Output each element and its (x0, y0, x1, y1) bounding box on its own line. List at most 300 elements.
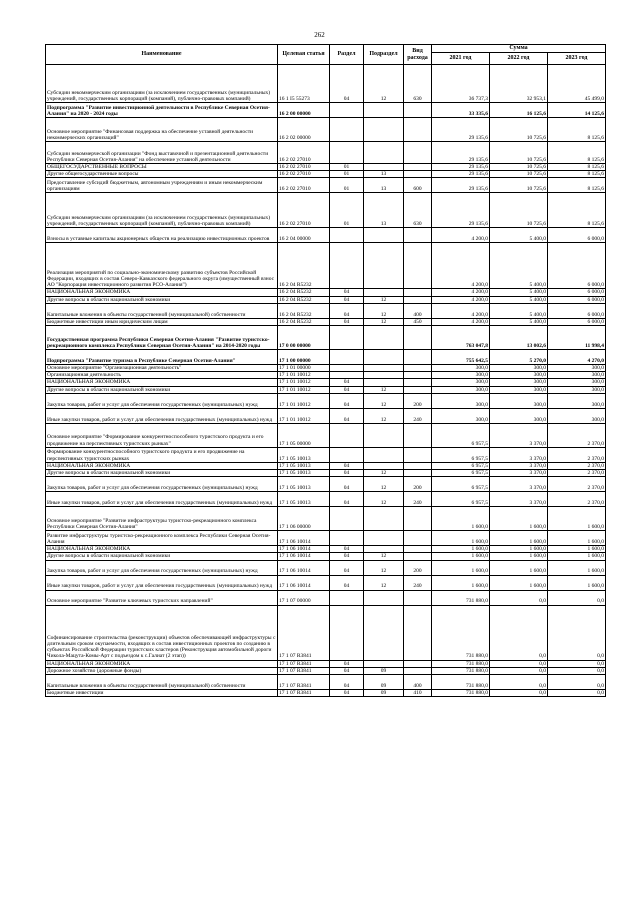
row-exp-type: 450 (404, 318, 432, 325)
row-sum-2023: 8 125,6 (548, 171, 606, 178)
row-target: 17 1 05 10013 (278, 447, 330, 462)
row-target: 17 1 01 10012 (278, 379, 330, 386)
header-year-2021: 2021 год (432, 53, 490, 65)
row-section: 04 (330, 386, 364, 393)
row-sum-2022: 3 370,0 (490, 462, 548, 469)
row-subsection: 12 (364, 470, 404, 477)
row-exp-type (404, 243, 432, 289)
row-sum-2022: 0,0 (490, 660, 548, 667)
row-sum-2023: 300,0 (548, 408, 606, 423)
row-section: 04 (330, 492, 364, 507)
row-sum-2023: 300,0 (548, 372, 606, 379)
header-target: Целевая статья (278, 45, 330, 65)
row-name: Субсидии некоммерческим организациям (за исключением государственных (муниципальных) учреждений, государственных корпораций (компаний), публично-правовых компаний) (46, 65, 278, 103)
row-sum-2023: 300,0 (548, 379, 606, 386)
row-name: Субсидии некоммерческой организации "Фонд выставочной и презентационной деятельности Республики Северная Осетия-Алания" на обеспечение уставной деятельности (46, 142, 278, 164)
row-section: 04 (330, 546, 364, 553)
table-row (46, 318, 606, 325)
row-target: 17 0 00 00000 (278, 326, 330, 350)
row-sum-2023: 2 370,0 (548, 423, 606, 447)
row-name: Основное мероприятие "Развитие инфраструктуры туристско-рекреационного комплекса Республики Северная Осетия-Алания" (46, 507, 278, 531)
row-sum-2021: 763 047,8 (432, 326, 490, 350)
row-target: 17 1 07 R3841 (278, 605, 330, 660)
row-section: 04 (330, 318, 364, 325)
row-target: 17 1 06 10014 (278, 575, 330, 590)
row-sum-2023: 6 000,0 (548, 296, 606, 303)
row-section (330, 326, 364, 350)
row-subsection (364, 590, 404, 605)
row-sum-2022: 5 400,0 (490, 289, 548, 296)
table-row (46, 303, 606, 318)
row-exp-type (404, 326, 432, 350)
row-sum-2022: 32 953,1 (490, 65, 548, 103)
header-name: Наименование (46, 45, 278, 65)
row-sum-2021: 731 880,0 (432, 660, 490, 667)
row-name: ОБЩЕГОСУДАРСТВЕННЫЕ ВОПРОСЫ (46, 164, 278, 171)
row-sum-2022: 1 600,0 (490, 546, 548, 553)
table-row (46, 447, 606, 462)
row-section: 04 (330, 477, 364, 492)
row-target: 16 2 02 00000 (278, 118, 330, 142)
row-exp-type (404, 365, 432, 372)
row-name: Другие вопросы в области национальной экономики (46, 386, 278, 393)
row-section (330, 423, 364, 447)
row-name: Бюджетные инвестиции (46, 690, 278, 697)
row-subsection: 12 (364, 386, 404, 393)
row-target: 17 1 01 10012 (278, 372, 330, 379)
row-subsection: 09 (364, 675, 404, 690)
table-row (46, 605, 606, 660)
row-exp-type (404, 103, 432, 118)
row-sum-2023: 300,0 (548, 393, 606, 408)
row-section: 04 (330, 408, 364, 423)
row-section (330, 142, 364, 164)
table-row (46, 65, 606, 103)
row-sum-2021: 1 600,0 (432, 575, 490, 590)
table-row (46, 423, 606, 447)
row-sum-2023: 1 600,0 (548, 575, 606, 590)
row-exp-type (404, 142, 432, 164)
row-subsection (364, 326, 404, 350)
row-name: Субсидии некоммерческим организациям (за исключением государственных (муниципальных) учреждений, государственных корпораций (компаний), публично-правовых компаний) (46, 193, 278, 228)
row-sum-2022: 300,0 (490, 408, 548, 423)
row-exp-type (404, 531, 432, 546)
row-subsection: 12 (364, 575, 404, 590)
row-sum-2021: 33 335,6 (432, 103, 490, 118)
row-exp-type (404, 546, 432, 553)
row-subsection: 12 (364, 296, 404, 303)
row-section: 04 (330, 690, 364, 697)
row-section (330, 372, 364, 379)
table-row (46, 590, 606, 605)
table-row (46, 492, 606, 507)
row-name: Реализация мероприятий по социально-экономическому развитию субъектов Российской Федерации, входящих в состав Северо-Кавказского федерального округа (имущественный взнос АО "Корпорация инвестиционного развития РСО-Алания") (46, 243, 278, 289)
row-name: Основное мероприятие "Организационная деятельность" (46, 365, 278, 372)
header-subsection: Подраздел (364, 45, 404, 65)
row-section: 01 (330, 171, 364, 178)
row-sum-2022: 10 725,6 (490, 142, 548, 164)
row-section: 04 (330, 470, 364, 477)
row-section: 04 (330, 65, 364, 103)
row-sum-2022: 13 002,6 (490, 326, 548, 350)
row-sum-2023: 6 000,0 (548, 318, 606, 325)
table-row (46, 326, 606, 350)
table-row (46, 575, 606, 590)
row-exp-type (404, 470, 432, 477)
row-name: НАЦИОНАЛЬНАЯ ЭКОНОМИКА (46, 379, 278, 386)
row-target: 17 1 01 00000 (278, 365, 330, 372)
row-target: 16 2 04 R5232 (278, 289, 330, 296)
row-sum-2023: 8 125,6 (548, 164, 606, 171)
row-target: 17 1 06 00000 (278, 507, 330, 531)
row-target: 16 2 02 27010 (278, 193, 330, 228)
row-sum-2022: 10 725,6 (490, 193, 548, 228)
header-exp-type: Вид расхода (404, 45, 432, 65)
row-name: НАЦИОНАЛЬНАЯ ЭКОНОМИКА (46, 289, 278, 296)
row-sum-2023: 2 370,0 (548, 447, 606, 462)
row-subsection: 12 (364, 303, 404, 318)
row-sum-2022: 0,0 (490, 690, 548, 697)
row-section: 01 (330, 193, 364, 228)
row-sum-2021: 6 957,5 (432, 470, 490, 477)
row-name: Другие общегосударственные вопросы (46, 171, 278, 178)
row-subsection (364, 103, 404, 118)
row-exp-type: 400 (404, 303, 432, 318)
page-number: 262 (314, 31, 325, 39)
row-subsection (364, 142, 404, 164)
row-exp-type: 200 (404, 560, 432, 575)
row-sum-2021: 300,0 (432, 365, 490, 372)
row-section (330, 605, 364, 660)
table-row (46, 477, 606, 492)
row-sum-2022: 300,0 (490, 372, 548, 379)
row-sum-2022: 3 370,0 (490, 492, 548, 507)
row-exp-type (404, 228, 432, 243)
row-sum-2023: 4 270,0 (548, 350, 606, 365)
row-subsection (364, 447, 404, 462)
row-exp-type (404, 590, 432, 605)
row-sum-2023: 1 600,0 (548, 507, 606, 531)
row-sum-2023: 6 000,0 (548, 289, 606, 296)
row-target: 16 2 02 27010 (278, 171, 330, 178)
table-row (46, 103, 606, 118)
row-sum-2023: 0,0 (548, 590, 606, 605)
row-target: 17 1 01 10012 (278, 386, 330, 393)
row-subsection: 13 (364, 193, 404, 228)
budget-table (45, 44, 606, 697)
row-target: 16 2 02 27010 (278, 142, 330, 164)
row-exp-type (404, 462, 432, 469)
row-sum-2021: 29 135,6 (432, 193, 490, 228)
row-sum-2022: 3 370,0 (490, 477, 548, 492)
row-section (330, 447, 364, 462)
row-sum-2023: 300,0 (548, 365, 606, 372)
row-subsection (364, 243, 404, 289)
row-sum-2023: 1 600,0 (548, 531, 606, 546)
table-row (46, 228, 606, 243)
row-exp-type (404, 507, 432, 531)
row-section: 04 (330, 675, 364, 690)
row-exp-type: 630 (404, 193, 432, 228)
row-sum-2022: 5 400,0 (490, 303, 548, 318)
row-sum-2021: 4 200,0 (432, 296, 490, 303)
table-row (46, 507, 606, 531)
row-target: 16 2 04 R5232 (278, 243, 330, 289)
row-sum-2022: 1 600,0 (490, 553, 548, 560)
table-row (46, 350, 606, 365)
row-sum-2023: 0,0 (548, 690, 606, 697)
row-exp-type (404, 164, 432, 171)
row-target: 16 2 04 R5232 (278, 296, 330, 303)
table-row (46, 553, 606, 560)
row-target: 17 1 07 R3841 (278, 660, 330, 667)
row-sum-2021: 4 200,0 (432, 289, 490, 296)
row-sum-2022: 5 400,0 (490, 296, 548, 303)
row-sum-2022: 16 125,6 (490, 103, 548, 118)
row-target: 17 1 07 00000 (278, 590, 330, 605)
row-sum-2022: 3 370,0 (490, 423, 548, 447)
row-sum-2023: 2 370,0 (548, 492, 606, 507)
row-subsection: 13 (364, 171, 404, 178)
row-name: Основное мероприятие "Развитие ключевых туристских направлений" (46, 590, 278, 605)
row-subsection: 12 (364, 477, 404, 492)
row-subsection (364, 228, 404, 243)
row-sum-2021: 731 880,0 (432, 590, 490, 605)
row-sum-2021: 731 880,0 (432, 675, 490, 690)
row-sum-2023: 300,0 (548, 386, 606, 393)
table-row (46, 462, 606, 469)
row-exp-type (404, 660, 432, 667)
row-exp-type (404, 379, 432, 386)
row-target: 16 2 02 27010 (278, 178, 330, 193)
row-sum-2023: 0,0 (548, 667, 606, 674)
header-sum: Сумма (432, 45, 606, 53)
row-target: 17 1 06 10014 (278, 553, 330, 560)
row-sum-2023: 8 125,6 (548, 118, 606, 142)
row-section (330, 590, 364, 605)
table-row (46, 372, 606, 379)
table-row (46, 379, 606, 386)
row-exp-type: 200 (404, 393, 432, 408)
row-sum-2021: 29 135,6 (432, 178, 490, 193)
row-sum-2023: 11 998,4 (548, 326, 606, 350)
row-name: Капитальные вложения в объекты государственной (муниципальной) собственности (46, 303, 278, 318)
row-sum-2023: 0,0 (548, 605, 606, 660)
row-name: НАЦИОНАЛЬНАЯ ЭКОНОМИКА (46, 546, 278, 553)
row-name: Закупка товаров, работ и услуг для обеспечения государственных (муниципальных) нужд (46, 477, 278, 492)
row-sum-2022: 1 600,0 (490, 507, 548, 531)
row-subsection (364, 423, 404, 447)
row-name: Капитальные вложения в объекты государственной (муниципальной) собственности (46, 675, 278, 690)
row-section: 04 (330, 660, 364, 667)
row-exp-type (404, 118, 432, 142)
row-exp-type: 600 (404, 178, 432, 193)
row-sum-2022: 5 270,0 (490, 350, 548, 365)
row-subsection (364, 462, 404, 469)
table-row (46, 560, 606, 575)
row-sum-2022: 1 600,0 (490, 560, 548, 575)
row-target: 17 1 07 R3841 (278, 675, 330, 690)
row-sum-2022: 5 400,0 (490, 243, 548, 289)
row-subsection: 09 (364, 690, 404, 697)
header-year-2022: 2022 год (490, 53, 548, 65)
row-subsection: 12 (364, 65, 404, 103)
row-sum-2021: 731 880,0 (432, 690, 490, 697)
row-subsection: 12 (364, 553, 404, 560)
row-subsection (364, 546, 404, 553)
table-row (46, 470, 606, 477)
row-section: 04 (330, 289, 364, 296)
row-target: 17 1 05 00000 (278, 423, 330, 447)
table-row (46, 289, 606, 296)
row-name: Иные закупки товаров, работ и услуг для обеспечения государственных (муниципальных) нужд (46, 408, 278, 423)
table-row (46, 393, 606, 408)
row-section: 04 (330, 393, 364, 408)
row-sum-2021: 4 200,0 (432, 318, 490, 325)
row-exp-type: 630 (404, 65, 432, 103)
row-target: 17 1 07 R3841 (278, 690, 330, 697)
row-target: 17 1 07 R3841 (278, 667, 330, 674)
row-name: Иные закупки товаров, работ и услуг для обеспечения государственных (муниципальных) нужд (46, 492, 278, 507)
row-name: Основное мероприятие "Формирование конкурентноспособного туристского продукта и его продвижение на перспективных туристских рынках" (46, 423, 278, 447)
row-sum-2021: 6 957,5 (432, 477, 490, 492)
row-sum-2021: 300,0 (432, 372, 490, 379)
table-row (46, 171, 606, 178)
row-sum-2022: 5 400,0 (490, 228, 548, 243)
table-row (46, 408, 606, 423)
row-target: 17 1 05 10013 (278, 462, 330, 469)
table-row (46, 660, 606, 667)
row-exp-type: 240 (404, 408, 432, 423)
row-sum-2022: 0,0 (490, 667, 548, 674)
row-sum-2021: 6 957,5 (432, 492, 490, 507)
row-name: Дорожное хозяйство (дорожные фонды) (46, 667, 278, 674)
table-row (46, 531, 606, 546)
row-target: 17 1 06 10014 (278, 546, 330, 553)
row-sum-2021: 731 880,0 (432, 667, 490, 674)
row-name: Бюджетные инвестиции иным юридическим лицам (46, 318, 278, 325)
row-name: Другие вопросы в области национальной экономики (46, 470, 278, 477)
table-header (46, 45, 606, 65)
row-name: Подпрограмма "Развитие туризма в Республике Северная Осетия-Алания" (46, 350, 278, 365)
row-sum-2023: 1 600,0 (548, 553, 606, 560)
row-sum-2022: 3 370,0 (490, 447, 548, 462)
row-sum-2022: 10 725,6 (490, 171, 548, 178)
row-name: Основное мероприятие "Финансовая поддержка на обеспечение уставной деятельности некоммерческих организаций" (46, 118, 278, 142)
row-sum-2023: 2 370,0 (548, 470, 606, 477)
row-exp-type: 240 (404, 492, 432, 507)
row-name: НАЦИОНАЛЬНАЯ ЭКОНОМИКА (46, 462, 278, 469)
row-section (330, 365, 364, 372)
table-row (46, 675, 606, 690)
row-name: НАЦИОНАЛЬНАЯ ЭКОНОМИКА (46, 660, 278, 667)
row-subsection (364, 605, 404, 660)
row-sum-2022: 300,0 (490, 379, 548, 386)
row-target: 16 1 I5 55273 (278, 65, 330, 103)
row-sum-2021: 300,0 (432, 393, 490, 408)
row-sum-2021: 29 135,6 (432, 118, 490, 142)
row-sum-2023: 0,0 (548, 660, 606, 667)
row-sum-2021: 36 737,3 (432, 65, 490, 103)
row-target: 17 1 00 00000 (278, 350, 330, 365)
row-name: Развитие инфраструктуры туристско-рекреационного комплекса Республики Северная Осетия-Алания (46, 531, 278, 546)
row-subsection: 12 (364, 318, 404, 325)
row-sum-2022: 10 725,6 (490, 118, 548, 142)
table-row (46, 386, 606, 393)
row-name: Закупка товаров, работ и услуг для обеспечения государственных (муниципальных) нужд (46, 393, 278, 408)
row-subsection (364, 350, 404, 365)
row-target: 16 2 04 R5232 (278, 318, 330, 325)
row-name: Организационная деятельность (46, 372, 278, 379)
row-exp-type: 410 (404, 690, 432, 697)
table-row (46, 690, 606, 697)
row-sum-2021: 300,0 (432, 379, 490, 386)
row-sum-2022: 1 600,0 (490, 575, 548, 590)
row-exp-type (404, 296, 432, 303)
row-sum-2022: 10 725,6 (490, 164, 548, 171)
row-sum-2022: 0,0 (490, 590, 548, 605)
row-target: 17 1 01 10012 (278, 393, 330, 408)
row-sum-2023: 1 600,0 (548, 546, 606, 553)
row-exp-type (404, 372, 432, 379)
row-section (330, 118, 364, 142)
row-subsection: 12 (364, 492, 404, 507)
table-row (46, 296, 606, 303)
row-exp-type (404, 553, 432, 560)
row-subsection (364, 118, 404, 142)
row-sum-2023: 8 125,6 (548, 178, 606, 193)
table-row (46, 142, 606, 164)
row-exp-type (404, 171, 432, 178)
row-target: 17 1 06 10014 (278, 531, 330, 546)
row-exp-type (404, 350, 432, 365)
row-name: Предоставление субсидий бюджетным, автономным учреждениям и иным некоммерческим организациям (46, 178, 278, 193)
table-body (46, 65, 606, 697)
row-sum-2021: 1 600,0 (432, 553, 490, 560)
row-target: 16 2 02 27010 (278, 164, 330, 171)
row-section: 04 (330, 303, 364, 318)
row-sum-2023: 2 370,0 (548, 477, 606, 492)
row-sum-2021: 4 200,0 (432, 243, 490, 289)
row-exp-type (404, 423, 432, 447)
row-exp-type: 240 (404, 575, 432, 590)
table-row (46, 178, 606, 193)
table-row (46, 365, 606, 372)
row-sum-2023: 8 125,6 (548, 142, 606, 164)
row-target: 17 1 05 10013 (278, 477, 330, 492)
row-section: 04 (330, 379, 364, 386)
row-section (330, 531, 364, 546)
row-sum-2022: 300,0 (490, 393, 548, 408)
table-row (46, 118, 606, 142)
row-sum-2021: 755 642,5 (432, 350, 490, 365)
row-sum-2023: 6 000,0 (548, 243, 606, 289)
header-year-2023: 2023 год (548, 53, 606, 65)
row-target: 17 1 01 10012 (278, 408, 330, 423)
row-target: 17 1 05 10013 (278, 492, 330, 507)
row-sum-2022: 0,0 (490, 675, 548, 690)
row-name: Формирование конкурентноспособного туристского продукта и его продвижение на перспективных туристских рынках (46, 447, 278, 462)
row-section (330, 103, 364, 118)
row-name: Закупка товаров, работ и услуг для обеспечения государственных (муниципальных) нужд (46, 560, 278, 575)
row-sum-2021: 1 600,0 (432, 507, 490, 531)
row-subsection: 12 (364, 560, 404, 575)
row-sum-2022: 300,0 (490, 365, 548, 372)
row-sum-2022: 300,0 (490, 386, 548, 393)
row-exp-type (404, 386, 432, 393)
row-sum-2023: 0,0 (548, 675, 606, 690)
row-exp-type: 400 (404, 675, 432, 690)
